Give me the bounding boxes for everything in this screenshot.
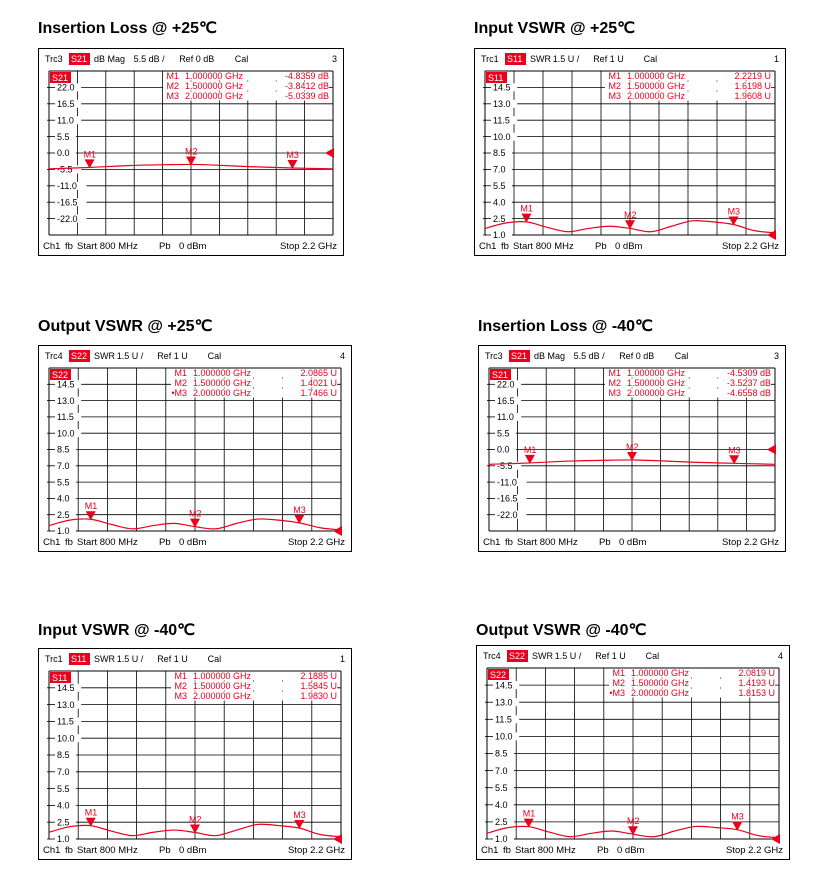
y-tick-label: 5.5 [493,181,506,191]
marker-readout-name: •M3 [609,688,625,698]
y-tick-label: 22.0 [497,379,515,390]
footer-start: Start 800 MHz [77,537,138,548]
marker-readout-value: 1.5845 U [300,681,337,691]
marker-readout-name: M3 [608,91,621,101]
marker-label: M1 [83,149,97,160]
header-trace-id: Trc3 [45,54,63,64]
y-tick-label: 2.5 [57,509,70,520]
header-trace-number: 4 [777,651,783,661]
marker-readout-name: M1 [174,368,187,378]
analyzer-screen [38,648,352,860]
footer-stop: Stop 2.2 GHz [721,537,779,548]
y-tick-label: 1.0 [493,230,506,241]
y-tick-label: 5.5 [57,783,70,794]
footer-stop: Stop 2.2 GHz [287,845,345,856]
header-scale: 1.5 U / [116,351,144,361]
y-tick-label: 0.0 [497,444,510,455]
marker-readout-value: -4.5309 dB [726,368,771,378]
header-format: dB Mag [534,351,566,361]
reference-level-arrow [767,230,776,240]
header-trace-id: Trc3 [485,351,503,361]
chart-svg [39,346,351,551]
header-trace-number: 1 [773,54,779,64]
y-tick-label: 11.5 [57,412,74,423]
y-tick-label: 11.5 [495,714,512,725]
header-ref: Ref 1 U [595,651,626,661]
analyzer-screen [38,345,352,552]
marker-readout-name: M2 [174,378,187,388]
y-tick-label: -11.0 [497,477,517,488]
y-tick-label: 13.0 [495,697,513,708]
header-trace-id: Trc4 [45,351,63,361]
y-tick-label: -22.0 [497,509,518,520]
chart-title: Input VSWR @ -40℃ [38,622,196,639]
marker-label: M3 [293,504,306,515]
marker-readout-frequency: 2.000000 GHz [627,388,686,398]
footer-power: 0 dBm [615,241,643,252]
footer-pb: Pb [595,241,607,252]
reference-level-arrow [771,834,780,844]
marker-readout-frequency: 1.000000 GHz [627,368,686,378]
chart-svg [39,649,351,859]
header-trace-number: 3 [773,351,779,361]
y-tick-label: 11.5 [57,716,74,727]
footer-fb: fb [501,241,509,252]
marker-label: M3 [293,809,306,820]
y-tick-label: 0.0 [57,148,70,159]
footer-channel: Ch1 [43,845,61,856]
footer-power: 0 dBm [617,845,645,856]
marker-readout-frequency: 1.000000 GHz [193,368,252,378]
trace-label: S22 [52,370,69,380]
marker-readout-frequency: 1.000000 GHz [627,71,686,81]
header-ref: Ref 1 U [593,54,624,64]
footer-fb: fb [503,845,511,856]
marker-readout-value: 2.0819 U [738,668,775,678]
marker-label: M2 [189,814,202,825]
marker-readout-value: 2.0865 U [300,368,337,378]
footer-start: Start 800 MHz [77,845,138,856]
y-tick-label: 13.0 [57,699,75,710]
y-tick-label: 1.0 [57,834,70,845]
analyzer-screen [474,48,786,256]
header-format: SWR [532,651,553,661]
y-tick-label: 5.5 [57,477,70,488]
trace-label: S22 [490,670,507,680]
y-tick-label: 8.5 [57,444,70,455]
marker-readout-frequency: 1.500000 GHz [185,81,244,91]
header-trace-number: 3 [331,54,337,64]
header-cal: Cal [234,54,249,64]
footer-start: Start 800 MHz [513,241,574,252]
footer-start: Start 800 MHz [515,845,576,856]
marker-readout-value: -3.8412 dB [284,81,329,91]
analyzer-screen [38,48,344,256]
y-tick-label: 10.0 [57,428,75,439]
header-format: SWR [530,54,551,64]
marker-readout-frequency: 1.500000 GHz [193,681,252,691]
marker-readout-value: 1.4021 U [300,378,337,388]
y-tick-label: 16.5 [57,99,75,109]
y-tick-label: 5.5 [57,131,70,142]
chart-title: Insertion Loss @ -40℃ [478,318,653,335]
marker-label: M1 [84,807,98,818]
header-ref: Ref 1 U [157,351,188,361]
marker-readout-frequency: 2.000000 GHz [193,691,252,701]
header-trace-number: 4 [339,351,345,361]
footer-channel: Ch1 [479,241,497,252]
footer-pb: Pb [597,845,609,856]
marker-readout-value: -5.0339 dB [284,91,329,101]
y-tick-label: 10.0 [57,733,75,744]
reference-level-arrow [767,445,776,455]
y-tick-label: 22.0 [57,82,75,93]
header-format: SWR [94,351,115,361]
chart-title: Input VSWR @ +25℃ [474,20,636,37]
y-tick-label: -11.0 [57,181,77,191]
header-param: S11 [507,54,523,64]
footer-power: 0 dBm [179,537,207,548]
y-tick-label: 2.5 [57,817,70,828]
marker-readout-value: 1.9608 U [734,91,771,101]
header-format: dB Mag [94,54,126,64]
y-tick-label: 7.0 [495,765,508,776]
y-tick-label: 14.5 [493,82,511,93]
reference-level-arrow [333,834,342,844]
marker-readout-value: 1.4193 U [738,678,775,688]
footer-stop: Stop 2.2 GHz [287,537,345,548]
footer-power: 0 dBm [619,537,647,548]
reference-level-arrow [325,148,334,158]
y-tick-label: 7.0 [57,461,70,471]
marker-readout-value: -3.5237 dB [726,378,771,388]
header-ref: Ref 0 dB [179,54,215,64]
marker-readout-frequency: 1.500000 GHz [193,378,252,388]
y-tick-label: 1.0 [495,834,508,845]
marker-readout-name: M3 [608,388,621,398]
footer-start: Start 800 MHz [517,537,578,548]
marker-readout-name: M2 [174,681,187,691]
y-tick-label: 16.5 [497,395,515,406]
marker-label: M3 [286,150,299,161]
footer-fb: fb [65,241,73,252]
y-tick-label: 2.5 [493,213,506,224]
marker-readout-frequency: 2.000000 GHz [185,91,244,101]
marker-label: M3 [731,811,744,822]
header-trace-number: 1 [339,654,345,664]
y-tick-label: 8.5 [495,748,508,759]
marker-readout-name: M1 [608,71,621,81]
marker-readout-value: 2.2219 U [734,71,771,81]
footer-stop: Stop 2.2 GHz [725,845,783,856]
header-scale: 1.5 U / [554,651,582,661]
marker-label: M2 [624,210,637,221]
marker-readout-name: M1 [608,368,621,378]
header-scale: 1.5 U / [552,54,580,64]
footer-power: 0 dBm [179,845,207,856]
marker-readout-value: 1.8153 U [738,688,775,698]
marker-readout-name: M1 [166,71,179,81]
marker-readout-name: M2 [166,81,179,91]
header-param: S11 [71,654,87,664]
header-trace-id: Trc4 [483,651,501,661]
marker-readout-name: M1 [174,671,187,681]
y-tick-label: -16.5 [57,197,78,208]
header-trace-id: Trc1 [481,54,499,64]
header-cal: Cal [645,651,660,661]
marker-readout-value: 2.1885 U [300,671,337,681]
y-tick-label: 7.0 [57,767,70,777]
y-tick-label: 4.0 [495,800,508,810]
trace-label: S11 [488,73,504,83]
header-scale: 5.5 dB / [133,54,165,64]
y-tick-label: -5.5 [497,461,513,471]
footer-stop: Stop 2.2 GHz [721,241,779,252]
y-tick-label: -16.5 [497,493,518,504]
analyzer-screen [476,645,790,860]
marker-readout-frequency: 2.000000 GHz [631,688,690,698]
header-param: S22 [509,651,526,661]
marker-label: M1 [522,808,536,819]
y-tick-label: 11.0 [497,412,514,423]
header-trace-id: Trc1 [45,654,63,664]
y-tick-label: 14.5 [57,379,75,390]
header-param: S21 [511,351,528,361]
marker-readout-frequency: 1.500000 GHz [631,678,690,688]
y-tick-label: 7.0 [493,164,506,175]
footer-channel: Ch1 [43,241,61,252]
chart-svg [475,49,785,255]
footer-pb: Pb [159,241,171,252]
marker-label: M2 [626,441,639,452]
y-tick-label: 11.5 [493,115,510,126]
marker-readout-frequency: 1.500000 GHz [627,378,686,388]
chart-svg [39,49,343,255]
chart-svg [477,646,789,859]
y-tick-label: 11.0 [57,115,74,126]
footer-start: Start 800 MHz [77,241,138,252]
marker-label: M1 [84,501,98,512]
y-tick-label: 10.0 [493,131,511,142]
footer-pb: Pb [159,537,171,548]
y-tick-label: 4.0 [57,800,70,811]
y-tick-label: -22.0 [57,213,78,224]
header-ref: Ref 0 dB [619,351,655,361]
header-format: SWR [94,654,115,664]
marker-readout-value: -4.6558 dB [726,388,771,398]
marker-readout-frequency: 1.000000 GHz [631,668,690,678]
y-tick-label: 10.0 [495,731,513,742]
chart-svg [479,346,785,551]
chart-title: Insertion Loss @ +25℃ [38,20,217,37]
header-param: S22 [71,351,88,361]
marker-label: M2 [627,816,640,827]
y-tick-label: 4.0 [57,493,70,504]
marker-readout-frequency: 1.500000 GHz [627,81,686,91]
header-cal: Cal [643,54,658,64]
y-tick-label: 8.5 [57,750,70,761]
header-cal: Cal [674,351,689,361]
footer-channel: Ch1 [43,537,61,548]
footer-fb: fb [505,537,513,548]
marker-readout-name: M1 [612,668,625,678]
footer-fb: fb [65,845,73,856]
marker-label: M1 [520,203,533,214]
reference-level-arrow [333,526,342,536]
footer-pb: Pb [599,537,611,548]
marker-label: M1 [523,444,537,455]
marker-readout-name: M3 [166,91,179,101]
marker-readout-frequency: 2.000000 GHz [193,388,252,398]
header-scale: 5.5 dB / [573,351,605,361]
chart-title: Output VSWR @ +25℃ [38,318,213,335]
footer-stop: Stop 2.2 GHz [279,241,337,252]
header-scale: 1.5 U / [116,654,144,664]
marker-readout-value: 1.9830 U [300,691,337,701]
marker-label: M3 [727,206,741,217]
footer-channel: Ch1 [481,845,499,856]
header-ref: Ref 1 U [157,654,188,664]
marker-readout-name: M2 [612,678,625,688]
trace-label: S11 [52,673,68,683]
marker-readout-name: M2 [608,378,621,388]
marker-readout-frequency: 1.000000 GHz [193,671,252,681]
analyzer-screen [478,345,786,552]
marker-readout-value: -4.8359 dB [284,71,329,81]
y-tick-label: 14.5 [495,680,513,691]
footer-channel: Ch1 [483,537,501,548]
chart-title: Output VSWR @ -40℃ [476,622,647,639]
header-cal: Cal [207,351,222,361]
y-tick-label: 13.0 [57,395,75,406]
y-tick-label: 14.5 [57,683,75,693]
marker-readout-name: •M3 [171,388,187,398]
marker-label: M3 [728,445,741,456]
y-tick-label: 8.5 [493,148,506,159]
marker-readout-name: M2 [608,81,621,91]
y-tick-label: 1.0 [57,526,70,537]
y-tick-label: 5.5 [497,428,510,439]
marker-label: M2 [189,508,202,519]
y-tick-label: 2.5 [495,817,508,828]
marker-readout-value: 1.6198 U [734,81,771,91]
marker-readout-name: M3 [174,691,187,701]
y-tick-label: 13.0 [493,99,511,109]
footer-power: 0 dBm [179,241,207,252]
y-tick-label: 5.5 [495,782,508,793]
trace-label: S21 [52,73,69,83]
footer-fb: fb [65,537,73,548]
header-cal: Cal [207,654,222,664]
y-tick-label: 4.0 [493,197,506,208]
marker-readout-frequency: 2.000000 GHz [627,91,686,101]
footer-pb: Pb [159,845,171,856]
trace-label: S21 [492,370,509,380]
marker-readout-value: 1.7466 U [300,388,337,398]
y-tick-label: -5.5 [57,164,73,175]
marker-readout-frequency: 1.000000 GHz [185,71,244,81]
header-param: S21 [71,54,88,64]
marker-label: M2 [185,146,198,157]
